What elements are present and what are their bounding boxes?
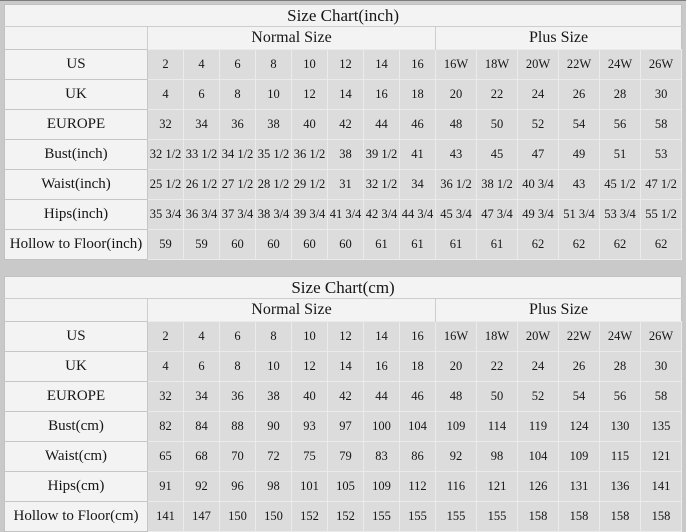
size-value-cell: 96 [220, 472, 256, 502]
size-chart-cm-table [4, 276, 682, 532]
size-value-cell: 119 [518, 412, 559, 442]
size-value-cell: 10 [256, 80, 292, 110]
size-value-cell: 20 [436, 80, 477, 110]
size-value-cell: 56 [600, 110, 641, 140]
table-row [5, 382, 682, 412]
size-value-cell: 54 [559, 110, 600, 140]
size-value-cell: 22 [477, 80, 518, 110]
row-label: UK [5, 352, 148, 382]
size-value-cell: 53 3/4 [600, 200, 641, 230]
size-value-cell: 26 1/2 [184, 170, 220, 200]
size-value-cell: 10 [292, 50, 328, 80]
size-value-cell: 150 [256, 502, 292, 532]
size-value-cell: 61 [436, 230, 477, 260]
size-value-cell: 14 [364, 322, 400, 352]
size-value-cell: 56 [600, 382, 641, 412]
size-value-cell: 61 [400, 230, 436, 260]
size-value-cell: 16 [364, 80, 400, 110]
title-row [5, 5, 682, 27]
size-value-cell: 6 [184, 80, 220, 110]
size-value-cell: 75 [292, 442, 328, 472]
size-value-cell: 42 3/4 [364, 200, 400, 230]
size-value-cell: 47 1/2 [641, 170, 682, 200]
size-value-cell: 109 [559, 442, 600, 472]
size-value-cell: 27 1/2 [220, 170, 256, 200]
size-value-cell: 147 [184, 502, 220, 532]
size-value-cell: 43 [559, 170, 600, 200]
table-row [5, 170, 682, 200]
size-value-cell: 12 [328, 322, 364, 352]
size-value-cell: 28 1/2 [256, 170, 292, 200]
size-value-cell: 61 [364, 230, 400, 260]
size-value-cell: 70 [220, 442, 256, 472]
row-label: US [5, 322, 148, 352]
size-value-cell: 60 [256, 230, 292, 260]
table-row [5, 80, 682, 110]
size-value-cell: 47 [518, 140, 559, 170]
size-value-cell: 26 [559, 352, 600, 382]
size-value-cell: 35 1/2 [256, 140, 292, 170]
size-value-cell: 40 [292, 382, 328, 412]
size-value-cell: 93 [292, 412, 328, 442]
size-value-cell: 41 3/4 [328, 200, 364, 230]
size-value-cell: 44 3/4 [400, 200, 436, 230]
size-value-cell: 158 [559, 502, 600, 532]
size-value-cell: 60 [328, 230, 364, 260]
table-row [5, 442, 682, 472]
size-value-cell: 34 [400, 170, 436, 200]
group-header-normal-size: Normal Size [148, 27, 436, 50]
size-value-cell: 48 [436, 110, 477, 140]
size-value-cell: 53 [641, 140, 682, 170]
size-value-cell: 26W [641, 50, 682, 80]
size-value-cell: 36 [220, 110, 256, 140]
size-value-cell: 62 [600, 230, 641, 260]
size-value-cell: 60 [292, 230, 328, 260]
size-value-cell: 16W [436, 50, 477, 80]
size-value-cell: 38 [256, 382, 292, 412]
table-gap [4, 260, 682, 276]
table-title: Size Chart(inch) [5, 5, 682, 27]
size-value-cell: 22 [477, 352, 518, 382]
size-value-cell: 36 1/2 [292, 140, 328, 170]
size-value-cell: 8 [256, 50, 292, 80]
size-value-cell: 34 1/2 [220, 140, 256, 170]
size-value-cell: 44 [364, 382, 400, 412]
size-value-cell: 8 [220, 352, 256, 382]
table-row [5, 412, 682, 442]
size-value-cell: 29 1/2 [292, 170, 328, 200]
size-value-cell: 4 [148, 80, 184, 110]
size-value-cell: 26W [641, 322, 682, 352]
size-value-cell: 30 [641, 80, 682, 110]
size-value-cell: 50 [477, 110, 518, 140]
size-value-cell: 4 [184, 322, 220, 352]
size-value-cell: 38 [328, 140, 364, 170]
size-value-cell: 30 [641, 352, 682, 382]
size-value-cell: 46 [400, 110, 436, 140]
size-value-cell: 38 1/2 [477, 170, 518, 200]
row-label: Hollow to Floor(inch) [5, 230, 148, 260]
size-value-cell: 58 [641, 382, 682, 412]
row-label: Bust(cm) [5, 412, 148, 442]
size-value-cell: 38 [256, 110, 292, 140]
size-value-cell: 104 [400, 412, 436, 442]
size-value-cell: 86 [400, 442, 436, 472]
size-value-cell: 141 [148, 502, 184, 532]
table-body [5, 50, 682, 260]
table-row [5, 200, 682, 230]
row-label: EUROPE [5, 382, 148, 412]
size-value-cell: 18 [400, 352, 436, 382]
size-value-cell: 8 [220, 80, 256, 110]
size-value-cell: 45 [477, 140, 518, 170]
size-value-cell: 52 [518, 110, 559, 140]
size-value-cell: 158 [518, 502, 559, 532]
size-value-cell: 50 [477, 382, 518, 412]
size-value-cell: 135 [641, 412, 682, 442]
size-value-cell: 36 1/2 [436, 170, 477, 200]
size-value-cell: 84 [184, 412, 220, 442]
row-label: Bust(inch) [5, 140, 148, 170]
size-value-cell: 104 [518, 442, 559, 472]
size-value-cell: 98 [256, 472, 292, 502]
row-label: UK [5, 80, 148, 110]
corner-cell [5, 299, 148, 322]
size-value-cell: 32 [148, 382, 184, 412]
table-row [5, 502, 682, 532]
size-value-cell: 34 [184, 382, 220, 412]
size-value-cell: 121 [641, 442, 682, 472]
size-value-cell: 109 [436, 412, 477, 442]
size-value-cell: 115 [600, 442, 641, 472]
size-value-cell: 112 [400, 472, 436, 502]
size-value-cell: 4 [148, 352, 184, 382]
size-value-cell: 83 [364, 442, 400, 472]
size-value-cell: 44 [364, 110, 400, 140]
size-value-cell: 51 3/4 [559, 200, 600, 230]
size-value-cell: 61 [477, 230, 518, 260]
corner-cell [5, 27, 148, 50]
size-value-cell: 20 [436, 352, 477, 382]
size-value-cell: 45 3/4 [436, 200, 477, 230]
size-value-cell: 52 [518, 382, 559, 412]
size-value-cell: 105 [328, 472, 364, 502]
size-value-cell: 32 1/2 [364, 170, 400, 200]
size-value-cell: 40 3/4 [518, 170, 559, 200]
size-value-cell: 55 1/2 [641, 200, 682, 230]
size-value-cell: 141 [641, 472, 682, 502]
row-label: Waist(inch) [5, 170, 148, 200]
size-value-cell: 51 [600, 140, 641, 170]
size-value-cell: 28 [600, 80, 641, 110]
size-value-cell: 54 [559, 382, 600, 412]
size-value-cell: 14 [328, 352, 364, 382]
size-value-cell: 150 [220, 502, 256, 532]
row-label: Hollow to Floor(cm) [5, 502, 148, 532]
table-row [5, 322, 682, 352]
size-value-cell: 49 [559, 140, 600, 170]
size-value-cell: 36 [220, 382, 256, 412]
size-value-cell: 31 [328, 170, 364, 200]
size-value-cell: 32 1/2 [148, 140, 184, 170]
group-header-row [5, 27, 682, 50]
size-value-cell: 10 [256, 352, 292, 382]
size-value-cell: 130 [600, 412, 641, 442]
table-row [5, 352, 682, 382]
table-title: Size Chart(cm) [5, 277, 682, 299]
size-value-cell: 16 [400, 50, 436, 80]
size-value-cell: 62 [518, 230, 559, 260]
row-label: Hips(inch) [5, 200, 148, 230]
size-value-cell: 16W [436, 322, 477, 352]
size-value-cell: 68 [184, 442, 220, 472]
group-header-plus-size: Plus Size [436, 27, 682, 50]
size-value-cell: 33 1/2 [184, 140, 220, 170]
table-body [5, 322, 682, 532]
size-value-cell: 42 [328, 110, 364, 140]
size-value-cell: 28 [600, 352, 641, 382]
size-value-cell: 39 1/2 [364, 140, 400, 170]
size-value-cell: 12 [292, 80, 328, 110]
size-value-cell: 22W [559, 50, 600, 80]
table-row [5, 110, 682, 140]
size-value-cell: 47 3/4 [477, 200, 518, 230]
title-row [5, 277, 682, 299]
size-value-cell: 152 [292, 502, 328, 532]
size-value-cell: 126 [518, 472, 559, 502]
size-value-cell: 59 [148, 230, 184, 260]
size-value-cell: 158 [600, 502, 641, 532]
size-value-cell: 158 [641, 502, 682, 532]
row-label: Waist(cm) [5, 442, 148, 472]
size-value-cell: 92 [184, 472, 220, 502]
size-value-cell: 14 [364, 50, 400, 80]
size-value-cell: 37 3/4 [220, 200, 256, 230]
size-value-cell: 18W [477, 322, 518, 352]
size-value-cell: 12 [328, 50, 364, 80]
size-value-cell: 98 [477, 442, 518, 472]
size-value-cell: 26 [559, 80, 600, 110]
size-value-cell: 24 [518, 352, 559, 382]
size-value-cell: 92 [436, 442, 477, 472]
size-value-cell: 24W [600, 322, 641, 352]
size-value-cell: 16 [364, 352, 400, 382]
group-header-normal-size: Normal Size [148, 299, 436, 322]
size-value-cell: 35 3/4 [148, 200, 184, 230]
size-value-cell: 136 [600, 472, 641, 502]
size-value-cell: 60 [220, 230, 256, 260]
size-value-cell: 2 [148, 50, 184, 80]
size-value-cell: 88 [220, 412, 256, 442]
size-value-cell: 46 [400, 382, 436, 412]
size-value-cell: 114 [477, 412, 518, 442]
size-value-cell: 72 [256, 442, 292, 472]
size-value-cell: 20W [518, 322, 559, 352]
table-row [5, 140, 682, 170]
size-value-cell: 79 [328, 442, 364, 472]
size-value-cell: 34 [184, 110, 220, 140]
size-value-cell: 155 [477, 502, 518, 532]
size-value-cell: 6 [184, 352, 220, 382]
size-value-cell: 16 [400, 322, 436, 352]
size-value-cell: 8 [256, 322, 292, 352]
size-value-cell: 43 [436, 140, 477, 170]
size-value-cell: 14 [328, 80, 364, 110]
size-value-cell: 155 [400, 502, 436, 532]
table-row [5, 230, 682, 260]
size-value-cell: 24 [518, 80, 559, 110]
size-value-cell: 22W [559, 322, 600, 352]
size-value-cell: 42 [328, 382, 364, 412]
size-value-cell: 6 [220, 322, 256, 352]
size-value-cell: 10 [292, 322, 328, 352]
size-value-cell: 25 1/2 [148, 170, 184, 200]
size-value-cell: 101 [292, 472, 328, 502]
table-row [5, 50, 682, 80]
size-value-cell: 65 [148, 442, 184, 472]
size-value-cell: 39 3/4 [292, 200, 328, 230]
size-value-cell: 121 [477, 472, 518, 502]
size-value-cell: 131 [559, 472, 600, 502]
size-value-cell: 58 [641, 110, 682, 140]
size-value-cell: 100 [364, 412, 400, 442]
size-value-cell: 40 [292, 110, 328, 140]
size-value-cell: 2 [148, 322, 184, 352]
size-value-cell: 36 3/4 [184, 200, 220, 230]
size-value-cell: 45 1/2 [600, 170, 641, 200]
table-row [5, 472, 682, 502]
size-value-cell: 12 [292, 352, 328, 382]
size-value-cell: 49 3/4 [518, 200, 559, 230]
size-value-cell: 38 3/4 [256, 200, 292, 230]
size-value-cell: 124 [559, 412, 600, 442]
size-value-cell: 20W [518, 50, 559, 80]
size-chart-inch-table [4, 4, 682, 260]
size-value-cell: 97 [328, 412, 364, 442]
size-value-cell: 4 [184, 50, 220, 80]
size-value-cell: 91 [148, 472, 184, 502]
row-label: US [5, 50, 148, 80]
size-value-cell: 24W [600, 50, 641, 80]
row-label: Hips(cm) [5, 472, 148, 502]
size-value-cell: 62 [559, 230, 600, 260]
size-value-cell: 48 [436, 382, 477, 412]
size-value-cell: 62 [641, 230, 682, 260]
size-value-cell: 90 [256, 412, 292, 442]
row-label: EUROPE [5, 110, 148, 140]
size-value-cell: 18W [477, 50, 518, 80]
size-value-cell: 32 [148, 110, 184, 140]
size-value-cell: 18 [400, 80, 436, 110]
size-value-cell: 155 [364, 502, 400, 532]
group-header-plus-size: Plus Size [436, 299, 682, 322]
size-value-cell: 109 [364, 472, 400, 502]
group-header-row [5, 299, 682, 322]
size-value-cell: 41 [400, 140, 436, 170]
size-value-cell: 116 [436, 472, 477, 502]
size-value-cell: 82 [148, 412, 184, 442]
size-value-cell: 152 [328, 502, 364, 532]
size-charts-page [0, 1, 686, 532]
size-value-cell: 6 [220, 50, 256, 80]
size-value-cell: 155 [436, 502, 477, 532]
size-value-cell: 59 [184, 230, 220, 260]
